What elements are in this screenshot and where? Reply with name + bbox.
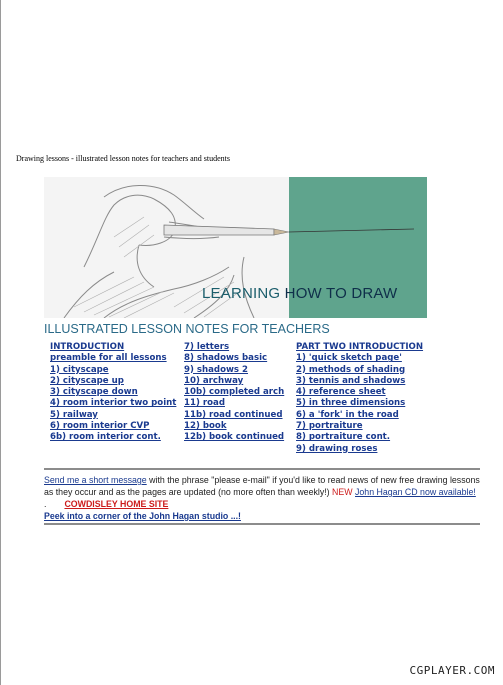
lesson-link[interactable]: 3) cityscape down (50, 387, 138, 398)
send-message-link[interactable]: Send me a short message (44, 475, 147, 485)
banner-title-part2: HOW TO DRAW (284, 285, 398, 302)
divider-top (44, 468, 480, 470)
lesson-link[interactable]: 5) railway (50, 409, 98, 420)
home-site-link[interactable]: COWDISLEY HOME SITE (64, 499, 169, 509)
lesson-link[interactable]: 11) road (184, 398, 225, 409)
lesson-link[interactable]: preamble for all lessons (50, 353, 167, 364)
banner-title (202, 285, 397, 302)
message-text: with the phrase "please e-mail" if you'd like to read news of new free drawing lessons as they occur and as the pages are updated (no more often than weekly!) (44, 475, 480, 497)
separator: . (44, 499, 47, 509)
new-label: NEW (332, 487, 353, 497)
page-border (0, 0, 1, 685)
lesson-link[interactable]: 6) room interior CVP (50, 421, 150, 432)
lesson-column-2 (184, 342, 284, 444)
lesson-link[interactable]: 4) room interior two point (50, 398, 177, 409)
lesson-link[interactable]: 2) methods of shading (296, 364, 406, 375)
banner-title-part1: LEARNING (202, 285, 285, 302)
watermark: CGPLAYER.COM (409, 664, 495, 677)
lesson-link[interactable]: 2) cityscape up (50, 375, 124, 386)
lesson-link[interactable]: 11b) road continued (184, 409, 283, 420)
lesson-link[interactable]: PART TWO INTRODUCTION (296, 342, 424, 352)
studio-peek-link[interactable]: Peek into a corner of the John Hagan studio ...! (44, 511, 241, 521)
page-title: Drawing lessons - illustrated lesson notes for teachers and students (16, 154, 230, 163)
section-title: ILLUSTRATED LESSON NOTES FOR TEACHERS (44, 322, 330, 336)
lesson-link[interactable]: 6) a 'fork' in the road (296, 409, 399, 420)
banner (44, 177, 427, 318)
lesson-link[interactable]: 1) 'quick sketch page' (296, 353, 402, 364)
lesson-link[interactable]: 1) cityscape (50, 364, 109, 375)
lesson-link[interactable]: INTRODUCTION (50, 342, 125, 352)
lesson-link[interactable]: 5) in three dimensions (296, 398, 406, 409)
lesson-column-3 (296, 342, 423, 455)
message-block (44, 474, 484, 522)
lesson-link[interactable]: 12b) book continued (184, 432, 285, 443)
lesson-link[interactable]: 8) portraiture cont. (296, 432, 391, 443)
divider-bottom (44, 523, 480, 525)
lesson-link[interactable]: 10b) completed arch (184, 387, 285, 398)
lesson-link[interactable]: 6b) room interior cont. (50, 432, 161, 443)
lesson-link[interactable]: 3) tennis and shadows (296, 375, 406, 386)
lesson-link[interactable]: 7) portraiture (296, 421, 363, 432)
lesson-link[interactable]: 9) shadows 2 (184, 364, 249, 375)
lesson-link[interactable]: 8) shadows basic (184, 353, 268, 364)
cd-available-link[interactable]: John Hagan CD now available! (355, 487, 476, 497)
lesson-link[interactable]: 7) letters (184, 342, 230, 352)
lesson-link[interactable]: 10) archway (184, 375, 244, 386)
lesson-column-1 (50, 342, 176, 444)
lesson-link[interactable]: 9) drawing roses (296, 443, 378, 454)
lesson-link[interactable]: 4) reference sheet (296, 387, 386, 398)
lesson-link[interactable]: 12) book (184, 421, 227, 432)
